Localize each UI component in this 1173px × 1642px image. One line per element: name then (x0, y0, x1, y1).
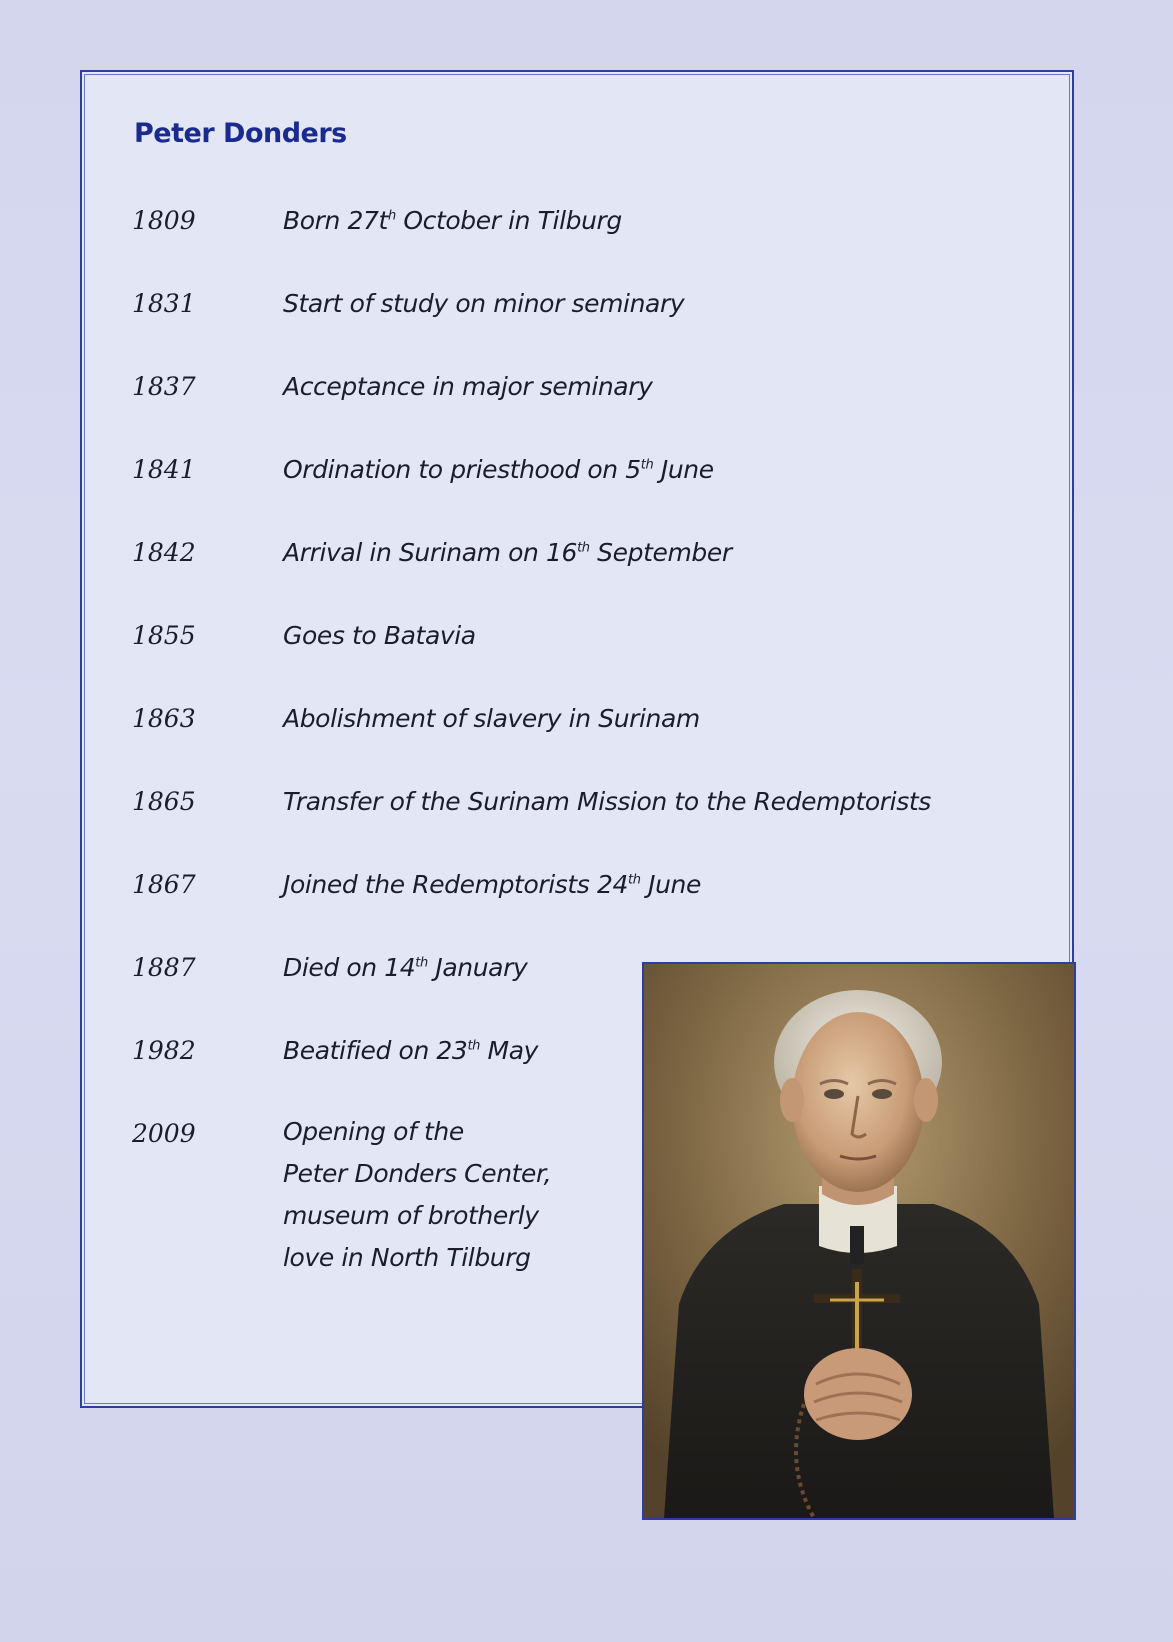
entry-event: Acceptance in major seminary (283, 372, 653, 401)
entry-event: Born $27t^h$ October in Tilburg (283, 206, 622, 235)
entry-event: Transfer of the Surinam Mission to the Redemptorists (283, 787, 931, 816)
entry-year: 1842 (132, 538, 196, 567)
entry-year: 1865 (132, 787, 196, 816)
entry-year: 1855 (132, 621, 196, 650)
entry-event: Joined the Redemptorists 24th June (283, 870, 701, 899)
event-line: museum of brotherly (283, 1201, 539, 1230)
entry-year: 2009 (132, 1119, 196, 1148)
entry-year: 1867 (132, 870, 196, 899)
entry-event: Goes to Batavia (283, 621, 476, 650)
entry-year: 1809 (132, 206, 196, 235)
entry-event: Died on 14th January (283, 953, 528, 982)
event-line: love in North Tilburg (283, 1243, 531, 1272)
event-line: Opening of the (283, 1117, 464, 1146)
entry-event: Beatified on 23th May (283, 1036, 539, 1065)
portrait-painting-icon (642, 962, 1076, 1520)
entry-event: Arrival in Surinam on 16th September (283, 538, 732, 567)
entry-event-multiline (283, 1111, 583, 1279)
entry-event: Abolishment of slavery in Surinam (283, 704, 700, 733)
entry-year: 1863 (132, 704, 196, 733)
entry-event: Start of study on minor seminary (283, 289, 685, 318)
entry-event: Ordination to priesthood on 5th June (283, 455, 714, 484)
entry-year: 1982 (132, 1036, 196, 1065)
entry-year: 1841 (132, 455, 196, 484)
entry-year: 1837 (132, 372, 196, 401)
page-title: Peter Donders (134, 118, 347, 149)
event-line: Peter Donders Center, (283, 1159, 552, 1188)
entry-year: 1831 (132, 289, 196, 318)
entry-year: 1887 (132, 953, 196, 982)
